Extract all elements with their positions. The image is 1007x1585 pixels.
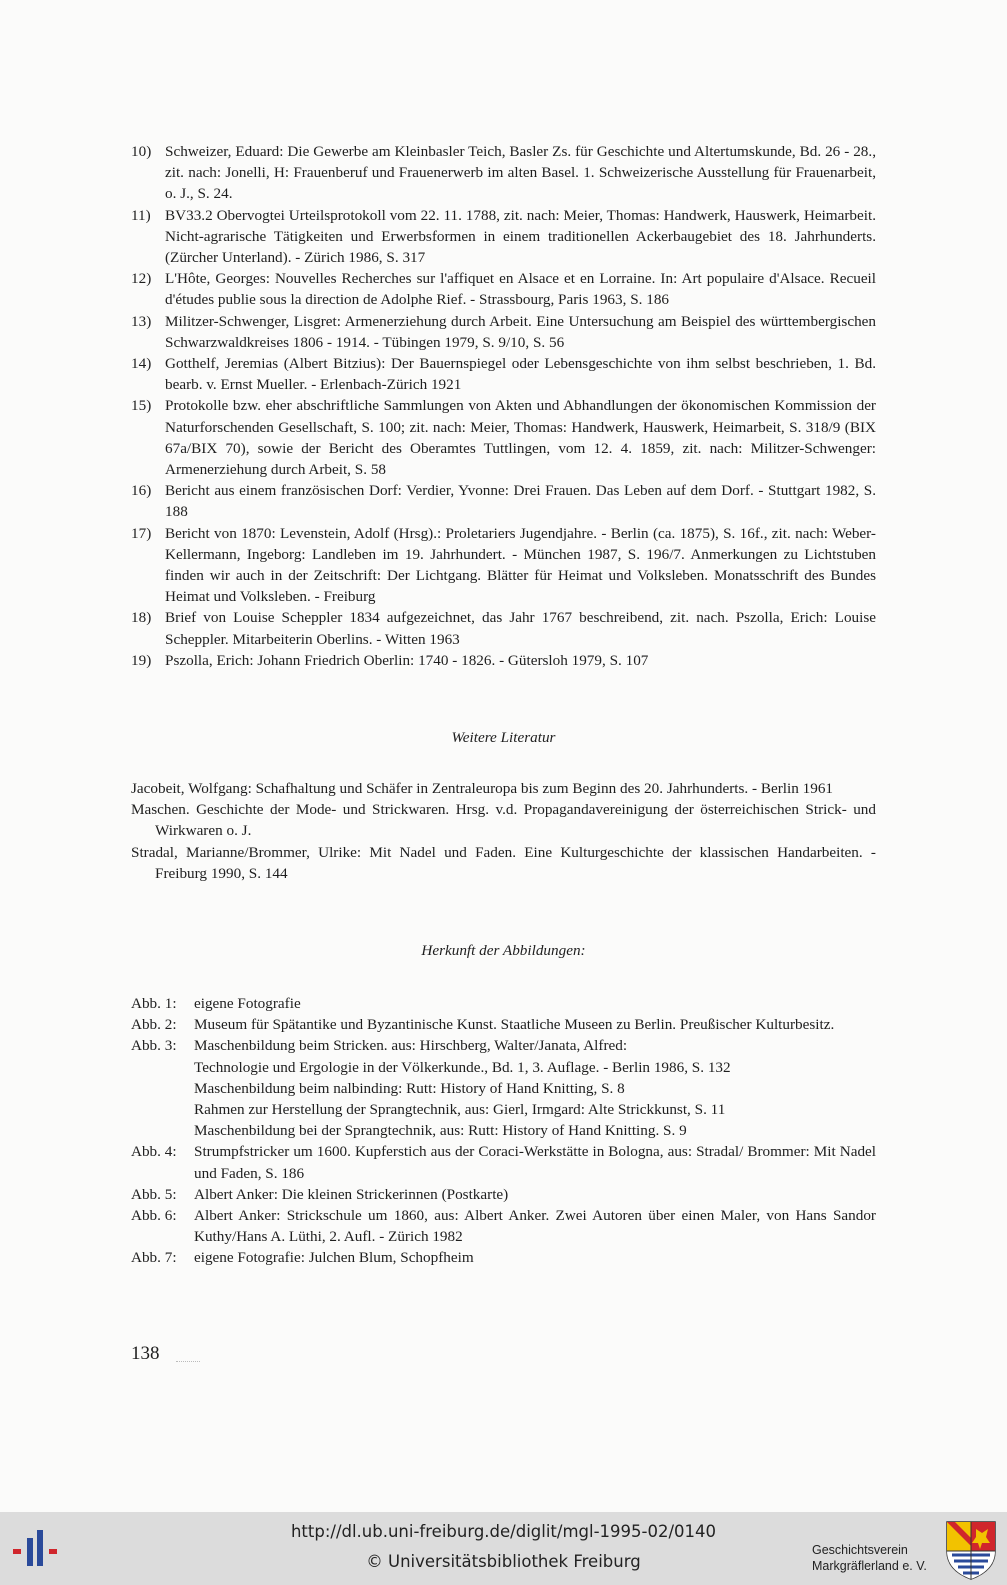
illustration-label: Abb. 6: bbox=[131, 1207, 177, 1225]
literature-heading: Weitere Literatur bbox=[451, 729, 556, 746]
illustration-text: eigene Fotografie bbox=[194, 995, 301, 1012]
coat-of-arms-icon bbox=[944, 1519, 998, 1581]
literature-entry: Maschen. Geschichte der Mode- und Strickwaren. Hrsg. v.d. Propagandavereinigung der österreichischen Strick- und Wirkwaren o. J. bbox=[131, 801, 876, 840]
footnote-number: 19) bbox=[131, 651, 152, 669]
illustration-subline: Maschenbildung beim nalbinding: Rutt: History of Hand Knitting, S. 8 bbox=[194, 1079, 625, 1097]
footnote-number: 14) bbox=[131, 355, 152, 373]
illustration-text: eigene Fotografie: Julchen Blum, Schopfheim bbox=[194, 1249, 474, 1267]
footnote bbox=[131, 523, 876, 608]
illustration-entry bbox=[131, 1205, 876, 1247]
document-url-link[interactable]: http://dl.ub.uni-freiburg.de/diglit/mgl-1995-02/0140 bbox=[290, 1522, 717, 1541]
footnote-text: Protokolle bzw. eher abschriftliche Sammlungen von Akten und Abhandlungen der ökonomischen Kommission der Naturforschenden Gesellschaft, S. 100; zit. nach: Meier, Thomas: Handwerk, Hauswerk, Heimarbeit, S. 318/9 (BIX 67a/BIX 70), sowie der Bericht des Oberamtes Tuttlingen, vom 12. 4. 1859, zit. nach: Militzer-Schwenger: Armenerziehung durch Arbeit, S. 58 bbox=[165, 397, 876, 479]
footnote-text: L'Hôte, Georges: Nouvelles Recherches sur l'affiquet en Alsace et en Lorraine. In: Art populaire d'Alsace. Recueil d'études publie sous la direction de Adolphe Rief. - Strassbourg, Paris 1963, S. 186 bbox=[165, 270, 876, 309]
footer-bar bbox=[0, 1512, 1007, 1585]
footnote bbox=[131, 395, 876, 480]
footnote-text: Bericht aus einem französischen Dorf: Verdier, Yvonne: Drei Frauen. Das Leben auf dem Dorf. - Stuttgart 1982, S. 188 bbox=[165, 482, 876, 521]
footnote bbox=[131, 311, 876, 353]
copyright-text: © Universitätsbibliothek Freiburg bbox=[366, 1552, 641, 1571]
footnote-text: Schweizer, Eduard: Die Gewerbe am Kleinbasler Teich, Basler Zs. für Geschichte und Altertumskunde, Bd. 26 - 28., zit. nach: Jonelli, H: Frauenberuf und Frauenerwerb im alten Basel. 1. Schweizerische Ausstellung für Frauenarbeit, o. J., S. 24. bbox=[165, 143, 876, 203]
page-number: 138 bbox=[131, 1343, 160, 1364]
illustration-entry bbox=[131, 1035, 876, 1141]
footnote-number: 15) bbox=[131, 397, 152, 415]
illustration-label: Abb. 3: bbox=[131, 1037, 177, 1055]
illustration-text: Maschenbildung beim Stricken. aus: Hirschberg, Walter/Janata, Alfred: bbox=[194, 1037, 628, 1055]
illustration-subline: Rahmen zur Herstellung der Sprangtechnik, aus: Gierl, Irmgard: Alte Strickkunst, S. 11 bbox=[194, 1101, 726, 1119]
illustration-entry bbox=[131, 1141, 876, 1183]
illustration-label: Abb. 7: bbox=[131, 1249, 177, 1267]
illustration-text: Strumpfstricker um 1600. Kupferstich aus der Coraci-Werkstätte in Bologna, aus: Stradal/ Brommer: Mit Nadel und Faden, S. 186 bbox=[194, 1143, 876, 1182]
footnote-text: Brief von Louise Scheppler 1834 aufgezeichnet, das Jahr 1767 beschreibend, zit. nach. Pszolla, Erich: Louise Scheppler. Mitarbeiterin Oberlins. - Witten 1963 bbox=[165, 609, 876, 648]
illustration-entry bbox=[131, 1247, 876, 1268]
footnote-number: 11) bbox=[131, 206, 151, 224]
footnote bbox=[131, 480, 876, 522]
illustration-label: Abb. 1: bbox=[131, 995, 177, 1012]
footnote-number: 10) bbox=[131, 143, 152, 160]
illustration-text: Albert Anker: Die kleinen Strickerinnen (Postkarte) bbox=[194, 1185, 509, 1203]
society-name-line1: Geschichtsverein bbox=[812, 1543, 908, 1557]
literature-list bbox=[131, 778, 876, 884]
footnote-number: 17) bbox=[131, 524, 152, 542]
literature-entry: Jacobeit, Wolfgang: Schafhaltung und Schäfer in Zentraleuropa bis zum Beginn des 20. Jahrhunderts. - Berlin 1961 bbox=[131, 780, 834, 797]
footnote bbox=[131, 353, 876, 395]
illustrations-list bbox=[131, 993, 876, 1269]
illustration-entry bbox=[131, 993, 876, 1014]
illustration-label: Abb. 4: bbox=[131, 1143, 177, 1161]
footnote-number: 12) bbox=[131, 270, 152, 288]
society-name-line2: Markgräflerland e. V. bbox=[812, 1559, 927, 1573]
footnote bbox=[131, 205, 876, 269]
illustration-label: Abb. 2: bbox=[131, 1016, 177, 1034]
footnote bbox=[131, 607, 876, 649]
illustration-text: Museum für Spätantike und Byzantinische Kunst. Staatliche Museen zu Berlin. Preußischer Kulturbesitz. bbox=[194, 1016, 835, 1034]
illustration-label: Abb. 5: bbox=[131, 1185, 177, 1203]
illustrations-heading: Herkunft der Abbildungen: bbox=[421, 942, 586, 959]
literature-entry: Stradal, Marianne/Brommer, Ulrike: Mit Nadel und Faden. Eine Kulturgeschichte der klassischen Handarbeiten. - Freiburg 1990, S. 144 bbox=[131, 843, 876, 882]
illustration-subline: Technologie und Ergologie in der Völkerkunde., Bd. 1, 3. Auflage. - Berlin 1986, S. 132 bbox=[194, 1058, 731, 1076]
footnote-number: 16) bbox=[131, 482, 152, 500]
illustration-entry bbox=[131, 1184, 876, 1205]
footnote-text: BV33.2 Obervogtei Urteilsprotokoll vom 22. 11. 1788, zit. nach: Meier, Thomas: Handwerk, Hauswerk, Heimarbeit. Nicht-agrarische Tätigkeiten und Erwerbsformen in einem traditionellen Ackerbaugebiet des 18. Jahrhunderts. (Zürcher Unterland). - Zürich 1986, S. 317 bbox=[165, 206, 876, 267]
footnote-text: Gotthelf, Jeremias (Albert Bitzius): Der Bauernspiegel oder Lebensgeschichte von ihm selbst beschrieben, 1. Bd. bearb. v. Ernst Mueller. - Erlenbach-Zürich 1921 bbox=[165, 355, 876, 394]
footnote-text: Bericht von 1870: Levenstein, Adolf (Hrsg).: Proletariers Jugendjahre. - Berlin (ca. 1875), S. 16f., zit. nach: Weber-Kellermann, Ingeborg: Landleben im 19. Jahrhundert. - München 1987, S. 196/7. Anmerkungen zu Lichtstuben finden wir auch in der Zeitschrift: Der Lichtgang. Blätter für Heimat und Volksleben. Monatsschrift des Bundes Heimat und Volksleben. - Freiburg bbox=[165, 524, 876, 606]
page-number-mark bbox=[176, 1361, 200, 1362]
illustration-subline: Maschenbildung bei der Sprangtechnik, aus: Rutt: History of Hand Knitting. S. 9 bbox=[194, 1122, 687, 1140]
footnote-text: Militzer-Schwenger, Lisgret: Armenerziehung durch Arbeit. Eine Untersuchung am Beispiel des württembergischen Schwarzwaldkreises 1806 - 1914. - Tübingen 1979, S. 9/10, S. 56 bbox=[165, 312, 876, 351]
society-name bbox=[812, 1542, 927, 1574]
footnote-text: Pszolla, Erich: Johann Friedrich Oberlin: 1740 - 1826. - Gütersloh 1979, S. 107 bbox=[165, 651, 649, 669]
footnote-number: 13) bbox=[131, 312, 152, 330]
illustration-entry bbox=[131, 1014, 876, 1035]
illustration-text: Albert Anker: Strickschule um 1860, aus: Albert Anker. Zwei Autoren über einen Maler, von Hans Sandor Kuthy/Hans A. Lüthi, 2. Aufl. - Zürich 1982 bbox=[194, 1207, 876, 1246]
footnote bbox=[131, 650, 876, 671]
footnote bbox=[131, 141, 876, 205]
footnotes-list bbox=[131, 141, 876, 671]
footnote bbox=[131, 268, 876, 310]
footnote-number: 18) bbox=[131, 609, 152, 627]
